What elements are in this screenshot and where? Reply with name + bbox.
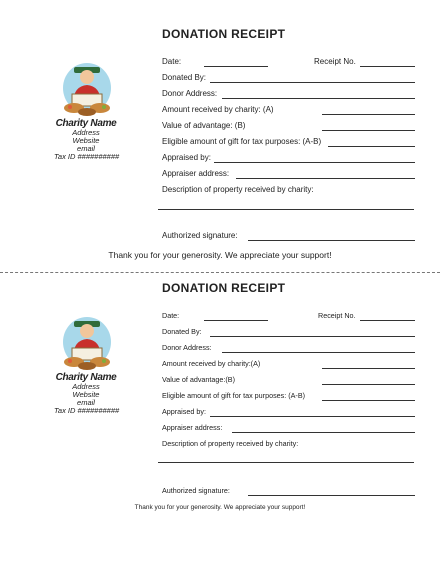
cut-line-divider <box>0 272 440 273</box>
appraised-by-label: Appraised by: <box>162 407 206 416</box>
signature-field[interactable] <box>248 240 415 241</box>
charity-name: Charity Name <box>55 372 117 383</box>
donor-address-field[interactable] <box>222 98 415 99</box>
receipt-title: DONATION RECEIPT <box>162 281 286 295</box>
charity-address: Address <box>72 128 100 137</box>
receipt-no-label: Receipt No. <box>314 57 356 66</box>
appraised-by-field[interactable] <box>214 162 415 163</box>
eligible-row <box>162 390 415 402</box>
eligible-label: Eligible amount of gift for tax purposes: (A-B) <box>162 391 306 400</box>
eligible-field[interactable] <box>328 146 415 147</box>
donor-address-row <box>162 342 415 354</box>
charity-info <box>38 372 134 415</box>
charity-info <box>38 118 134 161</box>
charity-email: email <box>77 398 95 407</box>
donor-address-field[interactable] <box>222 352 415 353</box>
description-label: Description of property received by charity: <box>162 185 314 194</box>
date-field[interactable] <box>204 66 268 67</box>
advantage-field[interactable] <box>322 130 415 131</box>
thank-you-message: Thank you for your generosity. We appreciate your support! <box>108 250 332 260</box>
charity-address: Address <box>72 382 100 391</box>
amount-row <box>162 358 415 370</box>
appraiser-address-field[interactable] <box>232 432 415 433</box>
signature-row <box>162 485 415 497</box>
thank-you-message: Thank you for your generosity. We appreciate your support! <box>134 504 306 511</box>
eligible-field[interactable] <box>322 400 415 401</box>
charity-logo-icon <box>60 62 114 120</box>
donated-by-row <box>162 326 415 338</box>
appraiser-address-label: Appraiser address: <box>162 169 230 178</box>
advantage-label: Value of advantage:(B) <box>162 375 235 384</box>
donor-address-row <box>162 88 415 100</box>
amount-field[interactable] <box>322 114 415 115</box>
appraised-by-field[interactable] <box>210 416 415 417</box>
signature-row <box>162 230 415 242</box>
donated-by-field[interactable] <box>210 336 415 337</box>
donated-by-label: Donated By: <box>162 327 202 336</box>
donated-by-field[interactable] <box>210 82 415 83</box>
advantage-field[interactable] <box>322 384 415 385</box>
appraised-by-label: Appraised by: <box>162 153 211 162</box>
appraised-by-row <box>162 406 415 418</box>
charity-website: Website <box>72 136 100 145</box>
signature-label: Authorized signature: <box>162 231 238 240</box>
appraiser-address-row <box>162 168 415 180</box>
charity-tax-id: Tax ID ########## <box>54 406 120 415</box>
date-row <box>162 56 415 68</box>
amount-label: Amount received by charity: (A) <box>162 105 274 114</box>
advantage-label: Value of advantage: (B) <box>162 121 246 130</box>
signature-label: Authorized signature: <box>162 486 230 495</box>
donation-receipt-1 <box>0 0 440 272</box>
date-label: Date: <box>162 311 180 320</box>
donor-address-label: Donor Address: <box>162 343 212 352</box>
date-field[interactable] <box>204 320 268 321</box>
receipt-no-field[interactable] <box>360 66 415 67</box>
amount-row <box>162 104 415 116</box>
description-label: Description of property received by charity: <box>162 439 299 448</box>
advantage-row <box>162 120 415 132</box>
charity-email: email <box>77 144 95 153</box>
description-row <box>162 184 415 196</box>
description-field[interactable] <box>158 209 414 210</box>
appraised-by-row <box>162 152 415 164</box>
receipt-title: DONATION RECEIPT <box>162 27 286 41</box>
donated-by-label: Donated By: <box>162 73 207 82</box>
eligible-row <box>162 136 415 148</box>
charity-tax-id: Tax ID ########## <box>54 152 120 161</box>
donated-by-row <box>162 72 415 84</box>
description-row <box>162 438 415 450</box>
advantage-row <box>162 374 415 386</box>
date-label: Date: <box>162 57 182 66</box>
date-row <box>162 310 415 322</box>
receipt-no-label: Receipt No. <box>318 311 356 320</box>
amount-field[interactable] <box>322 368 415 369</box>
eligible-label: Eligible amount of gift for tax purposes: (A-B) <box>162 137 322 146</box>
donation-receipt-2 <box>0 278 440 569</box>
appraiser-address-field[interactable] <box>236 178 415 179</box>
charity-website: Website <box>72 390 100 399</box>
appraiser-address-row <box>162 422 415 434</box>
charity-name: Charity Name <box>55 118 117 129</box>
receipt-no-field[interactable] <box>360 320 415 321</box>
signature-field[interactable] <box>248 495 415 496</box>
donor-address-label: Donor Address: <box>162 89 218 98</box>
amount-label: Amount received by charity:(A) <box>162 359 261 368</box>
charity-logo-icon <box>60 316 114 374</box>
description-field[interactable] <box>158 462 414 463</box>
appraiser-address-label: Appraiser address: <box>162 423 223 432</box>
